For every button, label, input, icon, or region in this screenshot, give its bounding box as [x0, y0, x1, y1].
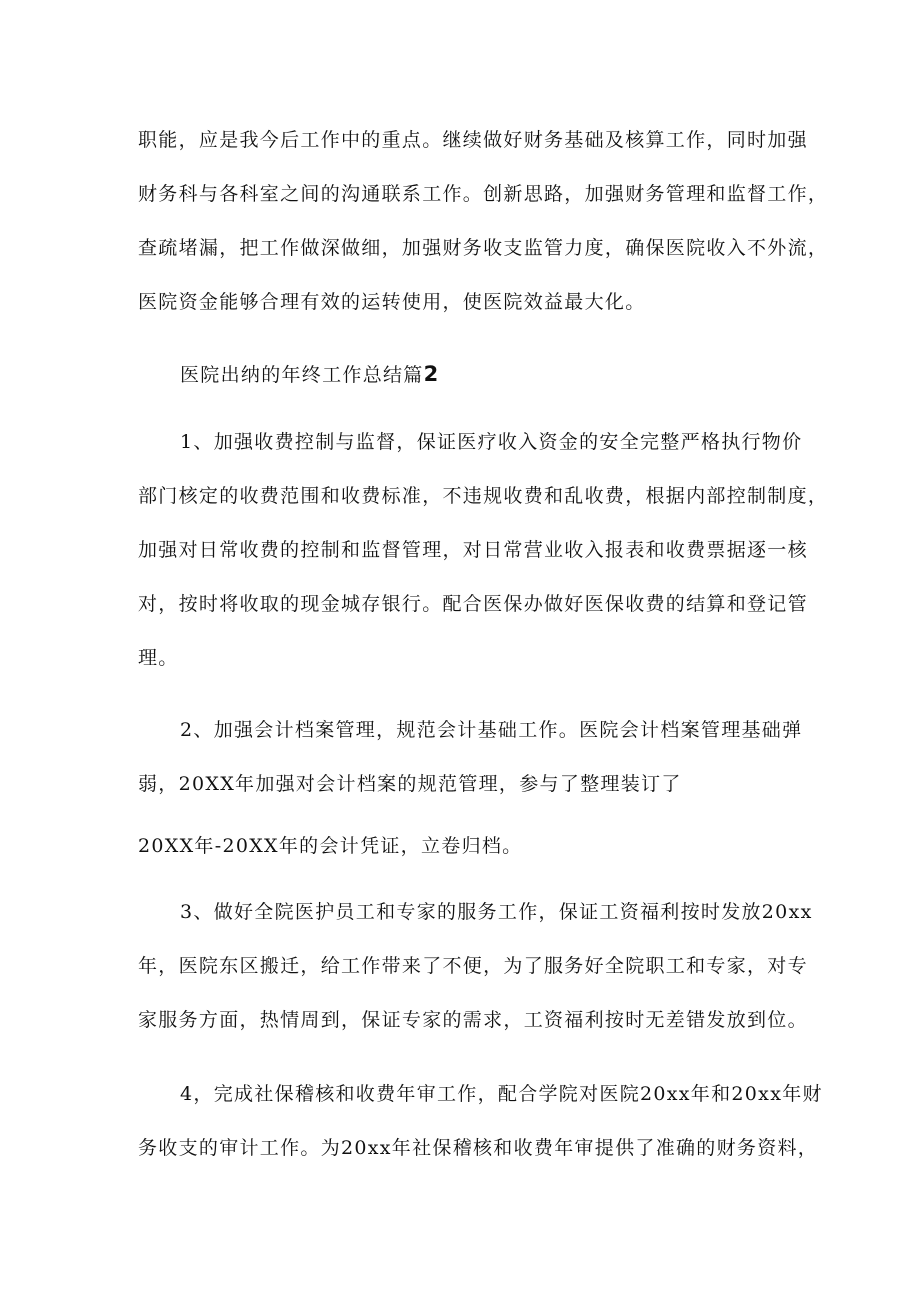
text-line: 查疏堵漏，把工作做深做细，加强财务收支监管力度，确保医院收入不外流，: [138, 237, 829, 259]
text-line: 医院资金能够合理有效的运转使用，使医院效益最大化。: [138, 291, 646, 313]
text-line: 3、做好全院医护员工和专家的服务工作，保证工资福利按时发放20xx: [180, 901, 813, 923]
paragraph-1: [138, 428, 829, 698]
text-line: 部门核定的收费范围和收费标准，不违规收费和乱收费，根据内部控制制度，: [138, 485, 829, 507]
heading-text: 医院出纳的年终工作总结篇: [180, 364, 424, 386]
text-line: 理。: [138, 647, 179, 669]
section-heading: [180, 360, 440, 389]
text-line: 4，完成社保稽核和收费年审工作，配合学院对医院20xx年和20xx年财: [180, 1083, 823, 1105]
text-line: 务收支的审计工作。为20xx年社保稽核和收费年审提供了准确的财务资料，: [138, 1137, 819, 1159]
text-line: 家服务方面，热情周到，保证专家的需求，工资福利按时无差错发放到位。: [138, 1009, 808, 1031]
text-line: 2、加强会计档案管理，规范会计基础工作。医院会计档案管理基础弹: [180, 719, 803, 741]
paragraph-intro: [138, 126, 829, 342]
text-line: 财务科与各科室之间的沟通联系工作。创新思路，加强财务管理和监督工作，: [138, 183, 829, 205]
heading-number: 2: [423, 362, 440, 386]
paragraph-2: [138, 716, 803, 886]
text-line: 对，按时将收取的现金城存银行。配合医保办做好医保收费的结算和登记管: [138, 593, 808, 615]
paragraph-4: [138, 1080, 823, 1188]
text-line: 年，医院东区搬迁，给工作带来了不便，为了服务好全院职工和专家，对专: [138, 955, 808, 977]
text-line: 加强对日常收费的控制和监督管理，对日常营业收入报表和收费票据逐一核: [138, 539, 808, 561]
text-line: 1、加强收费控制与监督，保证医疗收入资金的安全完整严格执行物价: [180, 431, 803, 453]
paragraph-3: [138, 898, 813, 1060]
text-line: 20XX年-20XX年的会计凭证，立卷归档。: [138, 835, 523, 857]
text-line: 弱，20XX年加强对会计档案的规范管理，参与了整理装订了: [138, 773, 682, 795]
text-line: 职能，应是我今后工作中的重点。继续做好财务基础及核算工作，同时加强: [138, 129, 808, 151]
